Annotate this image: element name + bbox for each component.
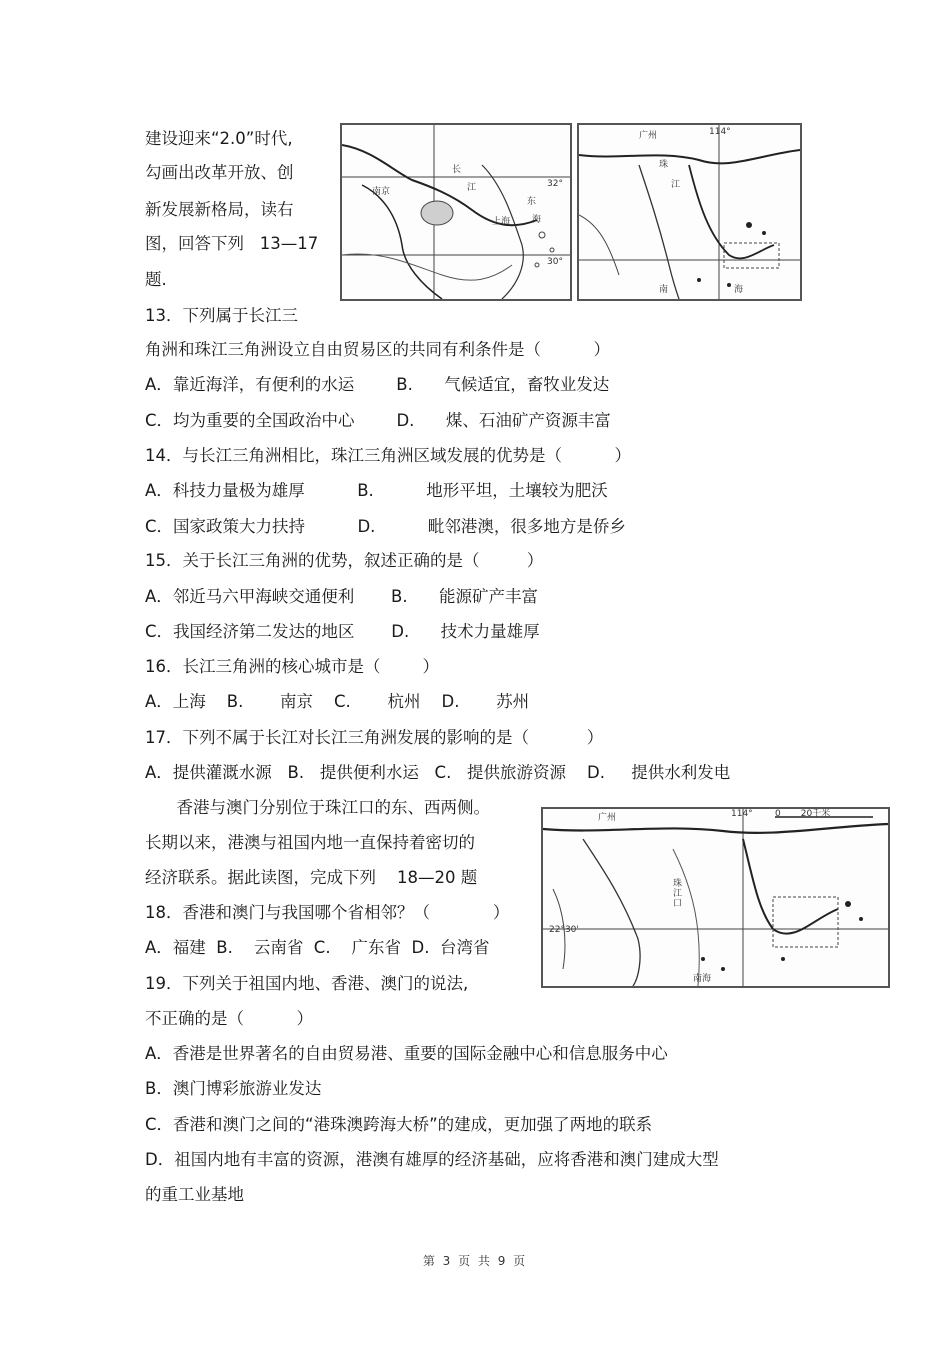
q18-stem: 18．香港和澳门与我国哪个省相邻？（ ） xyxy=(145,903,510,922)
map-label-nanhai: 南海 xyxy=(693,974,712,984)
map-label-hai: 海 xyxy=(734,285,744,295)
q14-options: C．国家政策大力扶持 D. 毗邻港澳，很多地方是侨乡 xyxy=(145,517,626,536)
q14-options: A．科技力量极为雄厚 B. 地形平坦，土壤较为肥沃 xyxy=(145,481,608,500)
pearl-delta-map-top xyxy=(577,123,802,301)
map-label-nanjing: 南京 xyxy=(372,187,391,197)
intro-line: 建设迎来“2.0”时代, xyxy=(145,129,293,148)
map-label-zhu: 珠 xyxy=(659,160,669,170)
intro2-line: 香港与澳门分别位于珠江口的东、西两侧。 xyxy=(145,798,490,817)
map-label-shanghai: 上海 xyxy=(492,217,511,227)
q18-options: A．福建 B. 云南省 C. 广东省 D. 台湾省 xyxy=(145,938,490,957)
q19-option-d: D．祖国内地有丰富的资源，港澳有雄厚的经济基础，应将香港和澳门建成大型 xyxy=(145,1150,719,1169)
q16-stem: 16．长江三角洲的核心城市是（ ） xyxy=(145,657,439,676)
map-label-lat2230: 22°30' xyxy=(549,925,579,935)
map-label-lat32: 32° xyxy=(547,179,563,189)
map-label-guangzhou: 广州 xyxy=(598,813,617,823)
map-label-lon114: 114° xyxy=(709,127,731,137)
map-label-lat30: 30° xyxy=(547,257,563,267)
q17-options: A．提供灌溉水源 B. 提供便利水运 C. 提供旅游资源 D. 提供水利发电 xyxy=(145,763,731,782)
q13-stem: 角洲和珠江三角洲设立自由贸易区的共同有利条件是（ ） xyxy=(145,340,610,359)
intro-line: 题. xyxy=(145,270,167,289)
q19-option-a: A．香港是世界著名的自由贸易港、重要的国际金融中心和信息服务中心 xyxy=(145,1044,668,1063)
map-label-guangzhou: 广州 xyxy=(639,131,658,141)
map-label-hai: 海 xyxy=(532,215,542,225)
q19-option-b: B．澳门博彩旅游业发达 xyxy=(145,1079,322,1098)
intro2-line: 经济联系。据此读图，完成下列 18—20 题 xyxy=(145,868,478,887)
map-label-jiang: 江 xyxy=(671,180,681,190)
yangtze-map-graphic xyxy=(342,125,570,299)
page-footer: 第 3 页 共 9 页 xyxy=(422,1254,528,1268)
q15-options: A．邻近马六甲海峡交通便利 B. 能源矿产丰富 xyxy=(145,587,539,606)
q19-stem: 不正确的是（ ） xyxy=(145,1009,313,1028)
map-label-zhujiangkou: 珠 江 口 xyxy=(673,879,683,909)
q19-stem: 19．下列关于祖国内地、香港、澳门的说法, xyxy=(145,974,469,993)
pearl-estuary-graphic xyxy=(543,809,888,986)
intro2-line: 长期以来，港澳与祖国内地一直保持着密切的 xyxy=(145,833,475,852)
yangtze-delta-map xyxy=(340,123,572,301)
map-label-chang: 长 xyxy=(452,165,462,175)
q13-stem: 13．下列属于长江三 xyxy=(145,306,298,325)
intro-line: 勾画出改革开放、创 xyxy=(145,163,294,182)
q19-option-d: 的重工业基地 xyxy=(145,1185,244,1204)
intro-line: 图，回答下列 13—17 xyxy=(145,234,319,253)
map-label-lon114: 114° xyxy=(731,809,753,819)
q19-option-c: C．香港和澳门之间的“港珠澳跨海大桥”的建成，更加强了两地的联系 xyxy=(145,1115,653,1134)
q15-options: C．我国经济第二发达的地区 D. 技术力量雄厚 xyxy=(145,622,540,641)
map-label-jiang: 江 xyxy=(467,183,477,193)
map-scale: 0 20千米 xyxy=(775,809,831,819)
q17-stem: 17．下列不属于长江对长江三角洲发展的影响的是（ ） xyxy=(145,728,604,747)
map-label-dong: 东 xyxy=(527,197,537,207)
map-label-nan: 南 xyxy=(659,285,669,295)
pearl-map-top-graphic xyxy=(579,125,800,299)
q14-stem: 14．与长江三角洲相比，珠江三角洲区域发展的优势是（ ） xyxy=(145,446,631,465)
q16-options: A．上海 B. 南京 C. 杭州 D. 苏州 xyxy=(145,692,530,711)
q13-options: C．均为重要的全国政治中心 D. 煤、石油矿产资源丰富 xyxy=(145,411,611,430)
q15-stem: 15．关于长江三角洲的优势，叙述正确的是（ ） xyxy=(145,551,544,570)
q13-options: A．靠近海洋，有便利的水运 B. 气候适宜，畜牧业发达 xyxy=(145,375,610,394)
intro-line: 新发展新格局，读右 xyxy=(145,200,294,219)
pearl-estuary-map xyxy=(541,807,890,988)
